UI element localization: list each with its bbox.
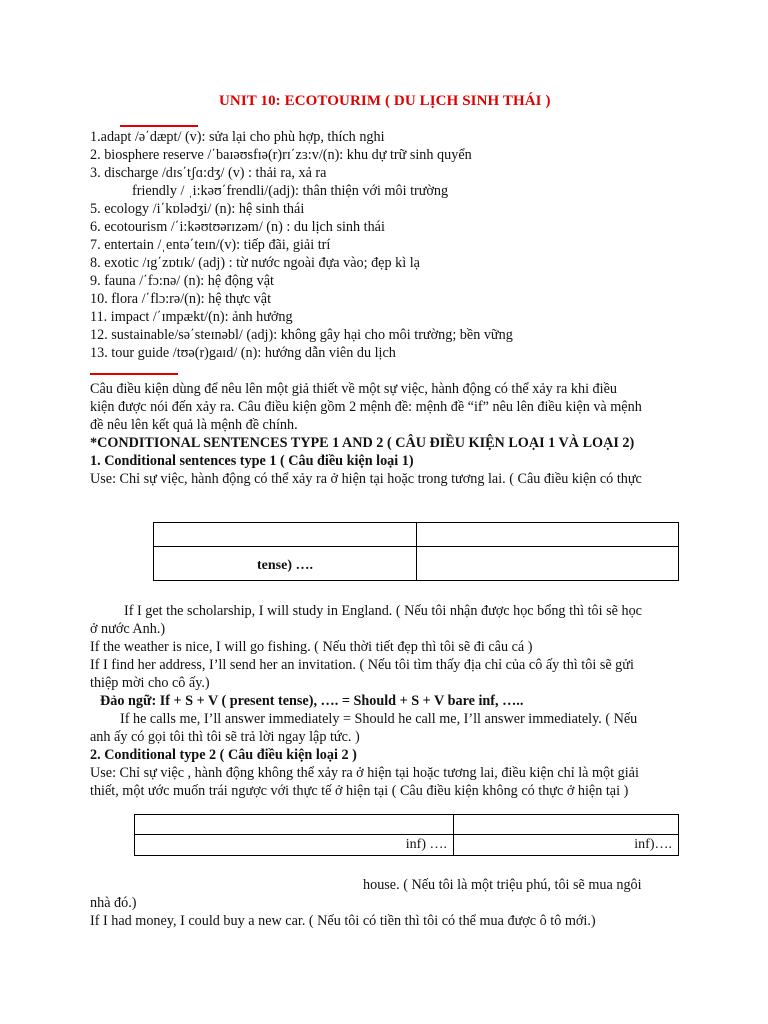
type2-use: Use: Chỉ sự việc , hành động không thể xảy ra ở hiện tại hoặc tương lai, điều kiện chỉ là một giải [90, 765, 639, 781]
type1-heading: 1. Conditional sentences type 1 ( Câu điều kiện loại 1) [90, 453, 414, 469]
type2-use: thiết, một ước muốn trái ngược với thực tế ở hiện tại ( Câu điều kiện không có thực ở hiện tại ) [90, 783, 629, 799]
red-divider [120, 125, 198, 127]
example-line: nhà đó.) [90, 895, 137, 911]
table-cell: inf) …. [135, 835, 454, 856]
type1-use: Use: Chỉ sự việc, hành động có thể xảy ra ở hiện tại hoặc trong tương lai. ( Câu điều kiện có thực [90, 471, 642, 487]
table-cell [154, 523, 417, 547]
vocab-item: 8. exotic /ɪg΄zɒtɪk/ (adj) : từ nước ngoài đựa vào; đẹp kì lạ [90, 255, 420, 271]
type1-formula-table [153, 522, 679, 581]
section-heading: *CONDITIONAL SENTENCES TYPE 1 AND 2 ( CÂU ĐIỀU KIỆN LOẠI 1 VÀ LOẠI 2) [90, 435, 635, 451]
inversion-rule: Đảo ngữ: If + S + V ( present tense), …. = Should + S + V bare inf, ….. [100, 693, 524, 709]
table-cell: tense) …. [154, 547, 417, 581]
table-cell [135, 815, 454, 835]
vocab-item: 12. sustainable/sə΄steɪnəbl/ (adj): không gây hại cho môi trường; bền vững [90, 327, 513, 343]
vocab-item: 2. biosphere reserve /΄baɪəʊsfɪə(r)rɪ΄zɜ:v/(n): khu dự trữ sinh quyển [90, 147, 472, 163]
table-cell: inf)…. [454, 835, 679, 856]
red-divider [90, 373, 178, 375]
inversion-example: anh ấy có gọi tôi thì tôi sẽ trả lời ngay lập tức. ) [90, 729, 360, 745]
vocab-item: 6. ecotourism /΄i:kəʊtʊərɪzəm/ (n) : du lịch sinh thái [90, 219, 385, 235]
vocab-item: 1.adapt /ə΄dæpt/ (v): sửa lại cho phù hợp, thích nghi [90, 129, 385, 145]
example-line: thiệp mời cho cô ấy.) [90, 675, 210, 691]
vocab-item: 13. tour guide /tʊə(r)gaɪd/ (n): hướng dẫn viên du lịch [90, 345, 396, 361]
intro-line: đề nêu lên kết quả là mệnh đề chính. [90, 417, 298, 433]
intro-line: Câu điều kiện dùng để nêu lên một giả thiết về một sự việc, hành động có thể xảy ra khi điều [90, 381, 617, 397]
table-cell [417, 523, 679, 547]
page-title: UNIT 10: ECOTOURIM ( DU LỊCH SINH THÁI ) [219, 93, 551, 109]
vocab-item: 3. discharge /dɪs΄tʃɑ:dʒ/ (v) : thải ra, xả ra [90, 165, 327, 181]
intro-line: kiện được nói đến xảy ra. Câu điều kiện gồm 2 mệnh đề: mệnh đề “if” nêu lên điều kiện và mệnh [90, 399, 642, 415]
table-cell [454, 815, 679, 835]
example-line: If I had money, I could buy a new car. ( Nếu tôi có tiền thì tôi có thể mua được ô tô mới.) [90, 913, 596, 929]
inversion-example: If he calls me, I’ll answer immediately = Should he call me, I’ll answer immediately. ( Nếu [120, 711, 638, 727]
type2-formula-table [134, 814, 679, 856]
vocab-item: 5. ecology /i΄kɒlədʒi/ (n): hệ sinh thái [90, 201, 305, 217]
type2-heading: 2. Conditional type 2 ( Câu điều kiện loại 2 ) [90, 747, 357, 763]
vocab-item: friendly / ˌi:kəʊ΄frendli/(adj): thân thiện với môi trường [132, 183, 449, 199]
vocab-item: 7. entertain /ˌentə΄teɪn/(v): tiếp đãi, giải trí [90, 237, 331, 253]
table-cell [417, 547, 679, 581]
example-line: house. ( Nếu tôi là một triệu phú, tôi sẽ mua ngôi [363, 877, 642, 893]
example-line: If I get the scholarship, I will study in England. ( Nếu tôi nhận được học bổng thì tôi sẽ học [124, 603, 642, 619]
example-line: If I find her address, I’ll send her an invitation. ( Nếu tôi tìm thấy địa chỉ của cô ấy thì tôi sẽ gửi [90, 657, 634, 673]
vocab-item: 10. flora /΄flɔ:rə/(n): hệ thực vật [90, 291, 272, 307]
example-line: If the weather is nice, I will go fishing. ( Nếu thời tiết đẹp thì tôi sẽ đi câu cá ) [90, 639, 533, 655]
example-line: ở nước Anh.) [90, 621, 166, 637]
vocab-item: 11. impact /΄ɪmpækt/(n): ảnh hưởng [90, 309, 293, 325]
vocab-item: 9. fauna /΄fɔ:nə/ (n): hệ động vật [90, 273, 274, 289]
